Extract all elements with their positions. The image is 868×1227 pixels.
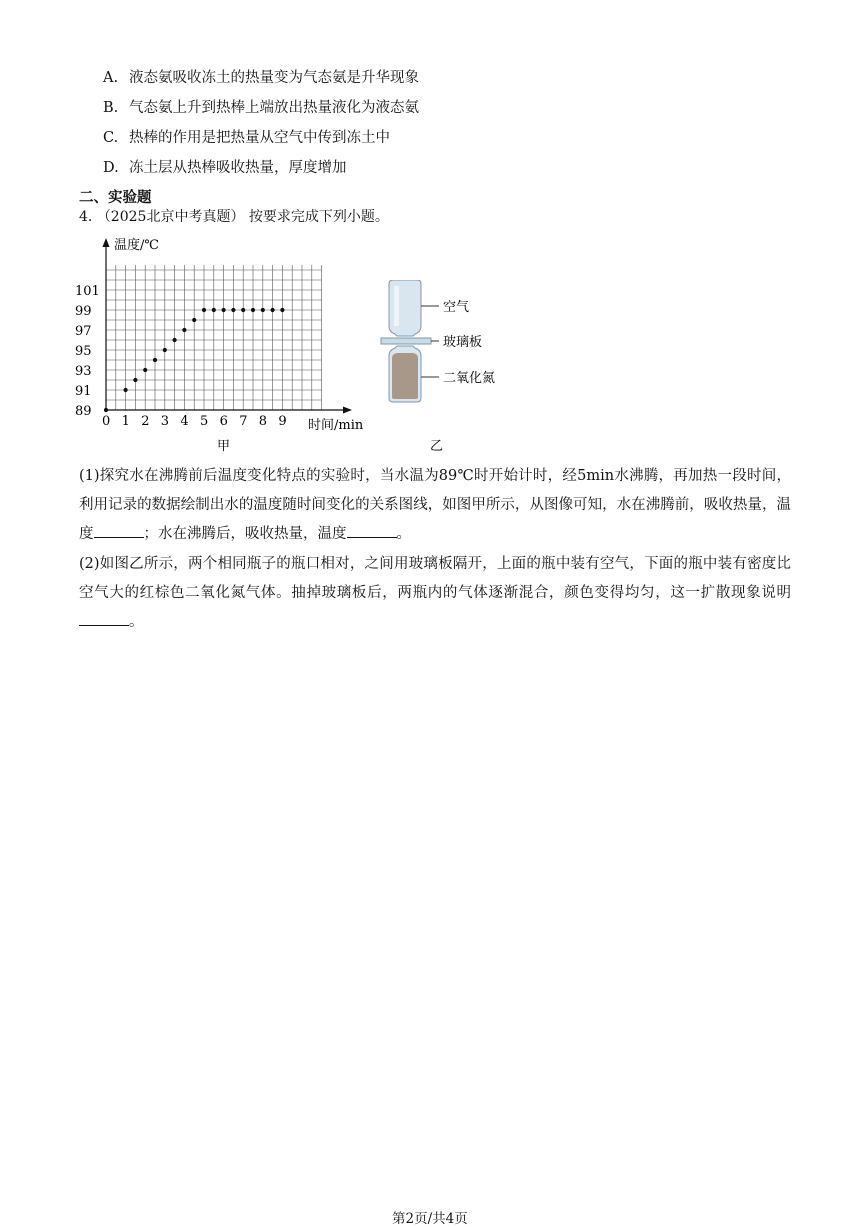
- part-2: [79, 550, 791, 637]
- answer-blank-1[interactable]: [94, 523, 144, 538]
- y-tick-label: 99: [75, 304, 92, 319]
- x-tick-label: 5: [200, 414, 209, 429]
- answer-blank-2[interactable]: [347, 523, 397, 538]
- x-tick-label: 3: [160, 414, 170, 429]
- section-heading: 二、实验题: [79, 189, 152, 206]
- x-tick-label: 2: [141, 414, 150, 429]
- option-a: [103, 66, 419, 87]
- chart-jia: [72, 232, 382, 454]
- option-c: [103, 126, 390, 147]
- data-point: [182, 328, 186, 332]
- data-point: [231, 308, 235, 312]
- question-prompt: 按要求完成下列小题。: [248, 209, 389, 225]
- label-no2: 二氧化氮: [443, 371, 496, 386]
- data-point: [202, 308, 206, 312]
- chart-grid: [106, 265, 322, 410]
- figure-yi: [375, 280, 525, 455]
- part-2-text-a: (2)如图乙所示，两个相同瓶子的瓶口相对，之间用玻璃板隔开，上面的瓶中装有空气，下面的瓶中装有密度比空气大的红棕色二氧化氮气体。抽掉玻璃板后，两瓶内的气体逐渐混合，颜色变得均匀，这一扩散现象说明: [79, 556, 791, 601]
- chart-axes: [103, 238, 353, 414]
- option-letter: D.: [103, 160, 119, 176]
- x-tick-label: 6: [219, 414, 228, 429]
- data-point: [143, 368, 147, 372]
- part-1: [79, 462, 791, 549]
- x-tick-label: 0: [102, 414, 111, 429]
- data-point: [173, 338, 177, 342]
- y-tick-label: 91: [75, 384, 92, 399]
- data-point: [271, 308, 275, 312]
- data-point: [212, 308, 216, 312]
- x-tick-label: 1: [121, 414, 130, 429]
- question-number: 4.: [79, 209, 93, 225]
- option-text: 液态氨吸收冻土的热量变为气态氨是升华现象: [129, 70, 419, 86]
- y-tick-label: 97: [75, 324, 92, 339]
- data-point: [222, 308, 226, 312]
- data-point: [261, 308, 265, 312]
- y-tick-label: 95: [75, 344, 92, 359]
- top-bottle-highlight: [394, 286, 399, 326]
- data-point: [241, 308, 245, 312]
- option-letter: C.: [103, 130, 119, 146]
- data-point: [153, 358, 157, 362]
- part-2-text-b: 。: [129, 614, 144, 630]
- data-point: [251, 308, 255, 312]
- data-point: [104, 408, 108, 412]
- x-axis-arrow: [343, 407, 352, 414]
- chart-caption: 甲: [217, 439, 231, 454]
- glass-plate: [381, 338, 431, 344]
- question-line: [79, 206, 389, 226]
- page-footer: 第2页/共4页: [392, 1211, 468, 1227]
- chart-y-label: 温度/℃: [114, 238, 159, 253]
- x-tick-label: 9: [278, 414, 287, 429]
- x-tick-label: 8: [258, 414, 268, 429]
- figure-caption-yi: 乙: [430, 439, 444, 454]
- label-air: 空气: [443, 300, 470, 315]
- data-point: [280, 308, 284, 312]
- data-point: [192, 318, 196, 322]
- y-tick-label: 101: [75, 284, 100, 299]
- data-point: [133, 378, 137, 382]
- question-source: （2025北京中考真题）: [96, 209, 245, 225]
- x-tick-label: 7: [239, 414, 248, 429]
- chart-x-label: 时间/min: [308, 418, 364, 433]
- answer-blank-3[interactable]: [79, 611, 129, 626]
- top-bottle: [389, 280, 421, 336]
- y-axis-arrow: [103, 238, 110, 247]
- part-1-text-b: ；水在沸腾后，吸收热量，温度: [143, 526, 347, 542]
- option-letter: A.: [103, 70, 119, 86]
- data-point: [163, 348, 167, 352]
- y-tick-label: 93: [75, 364, 92, 379]
- part-1-text-a: (1)探究水在沸腾前后温度变化特点的实验时，当水温为89℃时开始计时，经5min水沸腾，再加热一段时间，利用记录的数据绘制出水的温度随时间变化的关系图线，如图甲所示，从图像可知，水在沸腾前，吸收热量，温度: [79, 468, 791, 542]
- option-letter: B.: [103, 100, 119, 116]
- option-b: [103, 96, 419, 117]
- data-point: [124, 388, 128, 392]
- option-text: 气态氨上升到热棒上端放出热量液化为液态氨: [129, 100, 419, 116]
- chart-ticks: [75, 284, 287, 429]
- option-d: [103, 156, 347, 177]
- x-tick-label: 4: [180, 414, 189, 429]
- part-1-text-c: 。: [396, 526, 411, 542]
- label-glass-plate: 玻璃板: [443, 335, 483, 350]
- y-tick-label: 89: [75, 404, 92, 419]
- no2-gas: [392, 353, 418, 399]
- option-text: 热棒的作用是把热量从空气中传到冻土中: [129, 130, 390, 146]
- option-text: 冻土层从热棒吸收热量，厚度增加: [129, 160, 347, 176]
